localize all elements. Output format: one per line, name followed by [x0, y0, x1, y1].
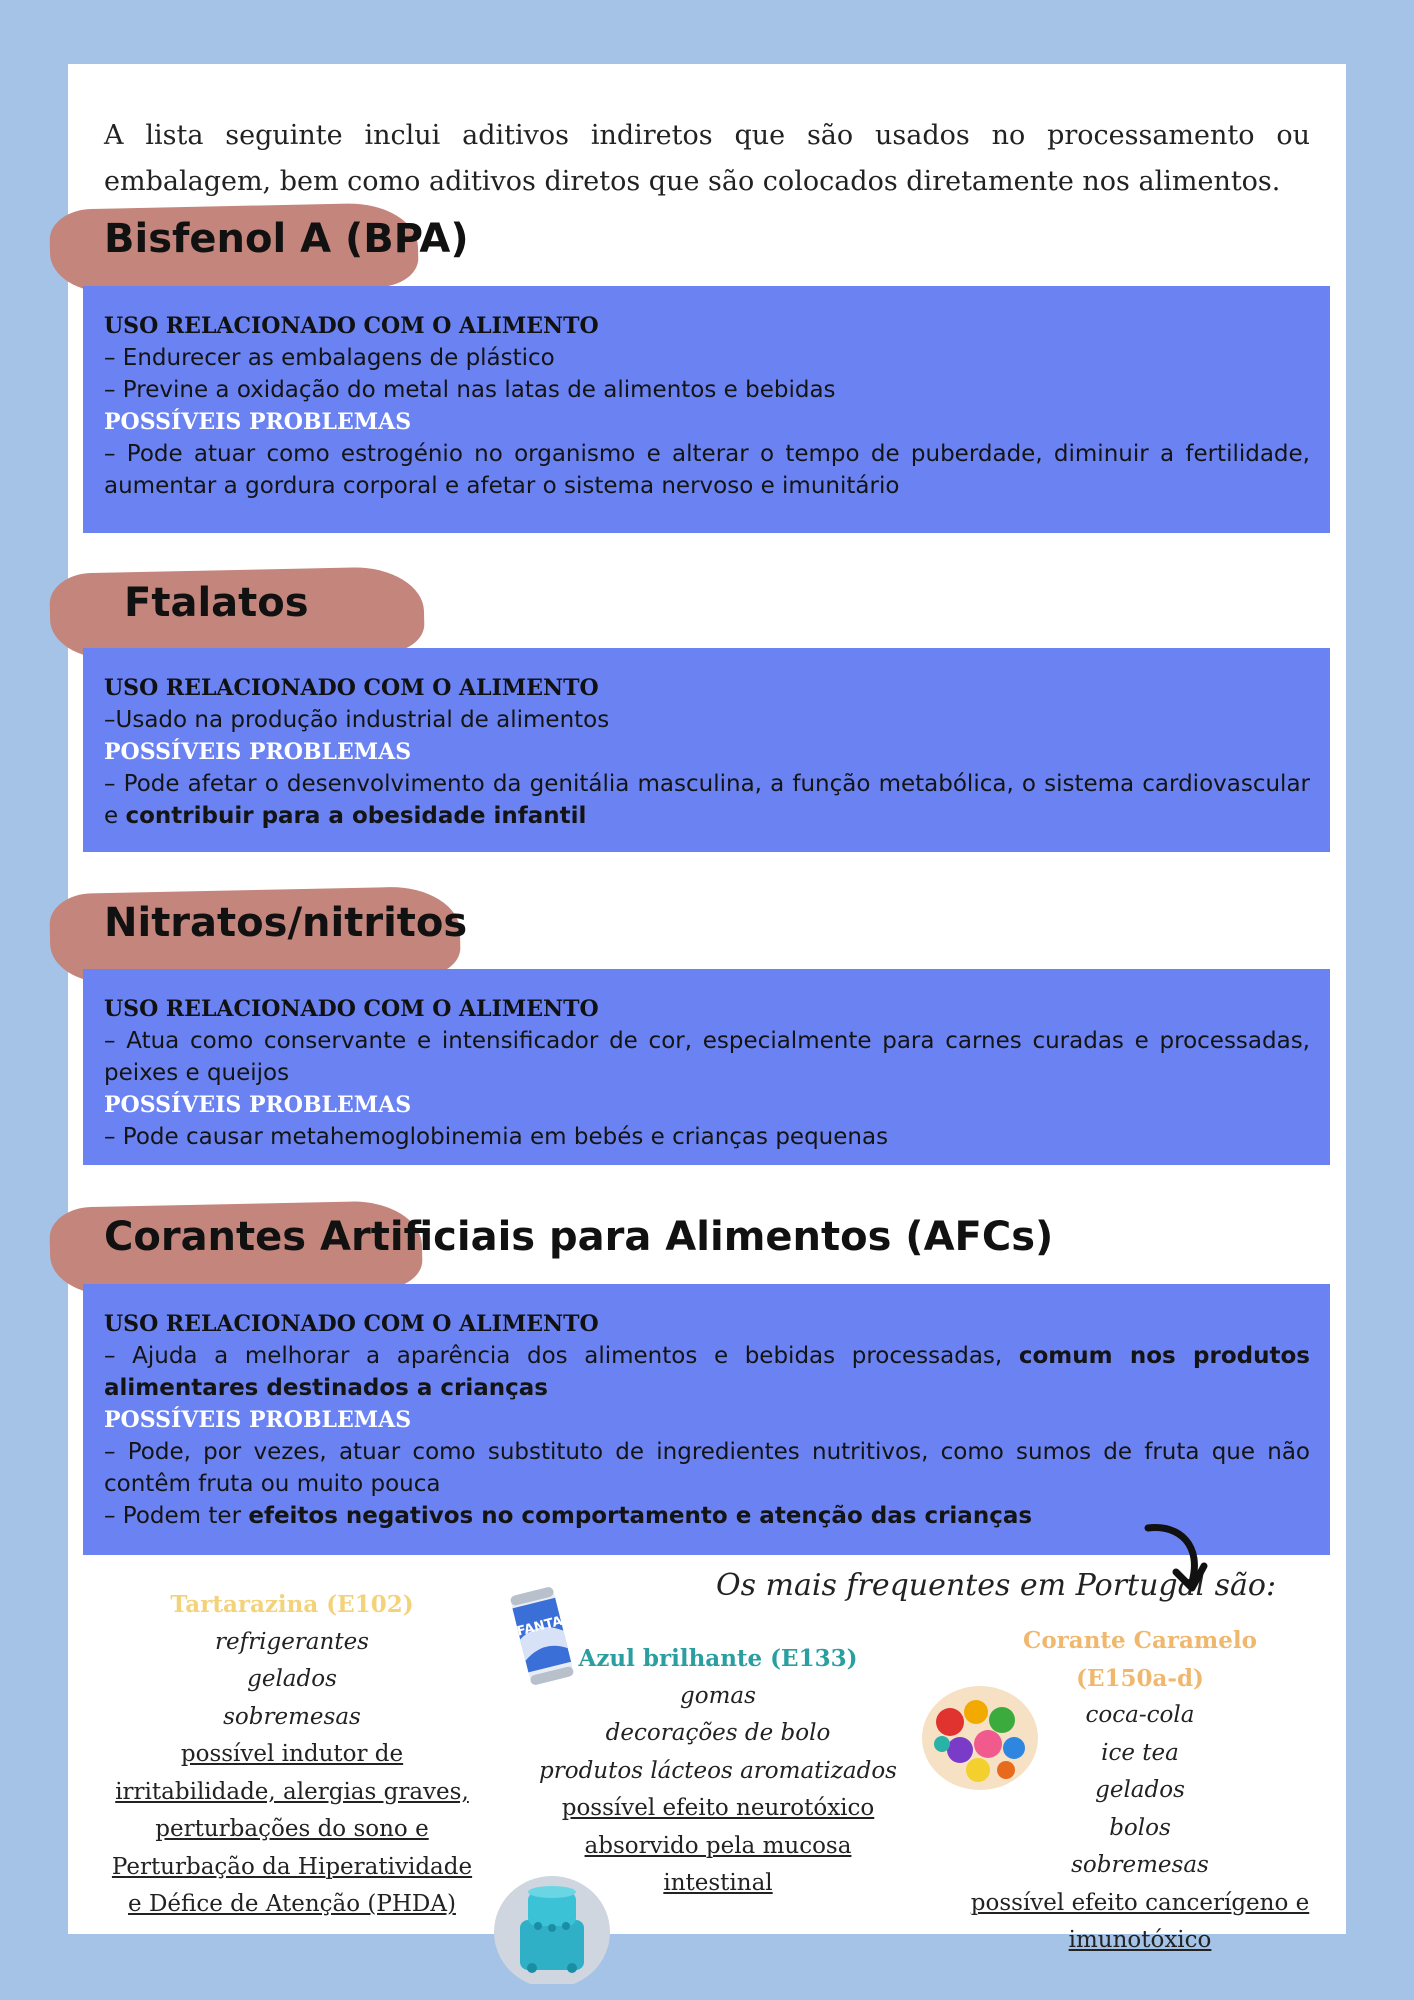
use-text: – Ajuda a melhorar a aparência dos alimentos e bebidas processadas, [104, 1343, 1019, 1369]
dye-item: bolos [1109, 1814, 1171, 1841]
dye-note: possível indutor de irritabilidade, alergias graves, perturbações do sono e Perturbação da Hiperatividade e Défice de Atenção (PHDA) [111, 1741, 473, 1917]
use-label: USO RELACIONADO COM O ALIMENTO [104, 675, 599, 701]
dye-name: Azul brilhante (E133) [578, 1645, 858, 1672]
problems-label: POSSÍVEIS PROBLEMAS [104, 1407, 412, 1433]
dye-item: refrigerantes [215, 1628, 369, 1655]
intro-paragraph: A lista seguinte inclui aditivos indiretos que são usados no processamento ou embalagem, bem como aditivos diretos que são colocados diretamente nos alimentos. [104, 120, 1310, 197]
problem-text: – Podem ter [104, 1503, 249, 1529]
problem-line: – Pode, por vezes, atuar como substituto de ingredientes nutritivos, como sumos de fruta que não contêm fruta ou muito pouca [104, 1439, 1310, 1497]
use-emphasis: comum nos produtos alimentares destinados a crianças [104, 1343, 1310, 1401]
dye-item: coca-cola [1085, 1702, 1195, 1728]
section-box-bpa [83, 286, 1330, 533]
problem-emphasis: efeitos negativos no comportamento e atenção das crianças [248, 1503, 1033, 1529]
section-title-bpa: Bisfenol A (BPA) [104, 216, 469, 262]
section-box-nitratos [83, 969, 1330, 1165]
dye-note: possível efeito cancerígeno e imunotóxico [970, 1889, 1310, 1953]
problems-label: POSSÍVEIS PROBLEMAS [104, 409, 412, 435]
dye-name: Tartarazina (E102) [170, 1591, 414, 1618]
problem-emphasis: contribuir para a obesidade infantil [125, 803, 587, 829]
dye-note: possível efeito neurotóxico absorvido pela mucosa intestinal [561, 1795, 875, 1896]
problems-label: POSSÍVEIS PROBLEMAS [104, 1092, 412, 1118]
section-title-corantes: Corantes Artificiais para Alimentos (AFCs) [104, 1214, 1054, 1260]
use-label: USO RELACIONADO COM O ALIMENTO [104, 996, 599, 1022]
dye-column-tartarazina [104, 1586, 480, 1924]
dye-item: gelados [1095, 1777, 1185, 1803]
section-title-ftalatos: Ftalatos [124, 580, 309, 626]
dye-item: sobremesas [1071, 1852, 1209, 1878]
use-line [104, 1340, 1310, 1404]
frequent-heading: Os mais frequentes em Portugal são: [716, 1568, 1277, 1603]
problems-label: POSSÍVEIS PROBLEMAS [104, 739, 412, 765]
svg-text:FANTA: FANTA [515, 1613, 564, 1640]
dye-item: decorações de bolo [605, 1720, 831, 1746]
section-title-nitratos: Nitratos/nitritos [104, 900, 468, 946]
dye-item: ice tea [1101, 1739, 1179, 1766]
dye-name: Corante Caramelo (E150a-d) [1023, 1627, 1257, 1692]
problem-line: – Pode atuar como estrogénio no organismo e alterar o tempo de puberdade, diminuir a fertilidade, aumentar a gordura corporal e afetar o sistema nervoso e imunitário [104, 441, 1310, 499]
problem-line [104, 768, 1310, 832]
dye-item: gelados [247, 1666, 337, 1692]
problem-line: – Pode causar metahemoglobinemia em bebés e crianças pequenas [104, 1124, 889, 1150]
use-label: USO RELACIONADO COM O ALIMENTO [104, 313, 599, 339]
dye-item: produtos lácteos aromatizados [539, 1757, 897, 1784]
use-line: – Previne a oxidação do metal nas latas de alimentos e bebidas [104, 377, 836, 403]
use-label: USO RELACIONADO COM O ALIMENTO [104, 1311, 599, 1337]
use-line: – Endurecer as embalagens de plástico [104, 345, 555, 371]
use-line: –Usado na produção industrial de alimentos [104, 707, 610, 733]
section-box-ftalatos [83, 648, 1330, 852]
dye-column-caramelo [970, 1622, 1310, 1960]
use-line: – Atua como conservante e intensificador de cor, especialmente para carnes curadas e processadas, peixes e queijos [104, 1028, 1310, 1086]
curved-arrow-icon [1140, 1516, 1210, 1596]
section-box-corantes [83, 1284, 1330, 1555]
problem-text: – Pode afetar o desenvolvimento da genitália masculina, a função metabólica, o sistema cardiovascular e [104, 771, 1310, 829]
dye-column-azul-brilhante [530, 1640, 906, 1903]
problem-line [104, 1500, 1310, 1532]
dye-item: sobremesas [223, 1703, 361, 1730]
dye-item: gomas [680, 1682, 756, 1709]
